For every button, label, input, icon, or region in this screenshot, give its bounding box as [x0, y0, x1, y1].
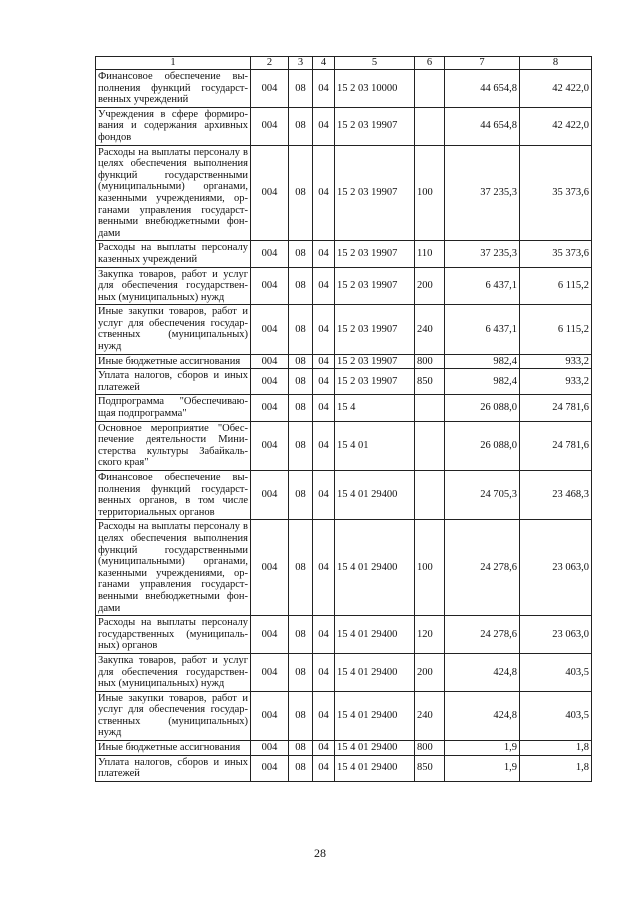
amount-year1-cell: 982,4 [445, 354, 520, 369]
row-name-cell: Расходы на выплаты персоналу государственных (муниципальных) органов [96, 616, 251, 654]
section-code-cell: 08 [289, 471, 313, 520]
amount-year2-cell: 42 422,0 [520, 107, 592, 145]
section-code-cell: 08 [289, 354, 313, 369]
target-article-cell: 15 2 03 19907 [335, 107, 415, 145]
expense-type-cell: 100 [415, 520, 445, 616]
subsection-code-cell: 04 [313, 70, 335, 108]
amount-year2-cell: 23 063,0 [520, 520, 592, 616]
grbs-code-cell: 004 [251, 741, 289, 756]
amount-year1-cell: 424,8 [445, 691, 520, 740]
amount-year2-cell: 403,5 [520, 653, 592, 691]
subsection-code-cell: 04 [313, 616, 335, 654]
grbs-code-cell: 004 [251, 616, 289, 654]
subsection-code-cell: 04 [313, 241, 335, 267]
table-row [96, 421, 592, 470]
target-article-cell: 15 4 01 29400 [335, 520, 415, 616]
amount-year1-cell: 424,8 [445, 653, 520, 691]
table-row [96, 70, 592, 108]
subsection-code-cell: 04 [313, 305, 335, 354]
grbs-code-cell: 004 [251, 755, 289, 781]
amount-year2-cell: 933,2 [520, 369, 592, 395]
grbs-code-cell: 004 [251, 520, 289, 616]
expense-type-cell [415, 107, 445, 145]
amount-year1-cell: 24 278,6 [445, 520, 520, 616]
row-name-cell: Расходы на выплаты персоналу казенных учреждений [96, 241, 251, 267]
row-name-cell: Иные закупки товаров, работ и услуг для обеспечения государственных (муниципальных) нужд [96, 305, 251, 354]
amount-year2-cell: 1,8 [520, 755, 592, 781]
budget-table [95, 56, 592, 782]
amount-year2-cell: 24 781,6 [520, 421, 592, 470]
grbs-code-cell: 004 [251, 395, 289, 421]
header-cell: 8 [520, 57, 592, 70]
target-article-cell: 15 4 01 [335, 421, 415, 470]
table-row [96, 241, 592, 267]
target-article-cell: 15 4 01 29400 [335, 691, 415, 740]
table-row [96, 471, 592, 520]
section-code-cell: 08 [289, 305, 313, 354]
grbs-code-cell: 004 [251, 70, 289, 108]
table-row [96, 369, 592, 395]
section-code-cell: 08 [289, 107, 313, 145]
subsection-code-cell: 04 [313, 267, 335, 305]
amount-year2-cell: 403,5 [520, 691, 592, 740]
row-name-cell: Закупка товаров, работ и услуг для обеспечения государственных (муниципальных) нужд [96, 267, 251, 305]
row-name-cell: Основное мероприятие "Обеспечение деятельности Министерства культуры Забайкальского края" [96, 421, 251, 470]
amount-year2-cell: 42 422,0 [520, 70, 592, 108]
amount-year2-cell: 23 468,3 [520, 471, 592, 520]
section-code-cell: 08 [289, 70, 313, 108]
target-article-cell: 15 4 01 29400 [335, 471, 415, 520]
section-code-cell: 08 [289, 241, 313, 267]
grbs-code-cell: 004 [251, 354, 289, 369]
amount-year2-cell: 35 373,6 [520, 145, 592, 241]
table-row [96, 616, 592, 654]
target-article-cell: 15 2 03 10000 [335, 70, 415, 108]
row-name-cell: Расходы на выплаты персоналу в целях обеспечения выполнения функций государственными (муниципальными) органами, казенными учреждениями, органами управления государственными внебюджетными фондами [96, 520, 251, 616]
row-name-cell: Подпрограмма "Обеспечивающая подпрограмма" [96, 395, 251, 421]
row-name-cell: Уплата налогов, сборов и иных платежей [96, 369, 251, 395]
row-name-cell: Иные закупки товаров, работ и услуг для обеспечения государственных (муниципальных) нужд [96, 691, 251, 740]
amount-year1-cell: 24 705,3 [445, 471, 520, 520]
target-article-cell: 15 4 [335, 395, 415, 421]
row-name-cell: Учреждения в сфере формирования и содержания архивных фондов [96, 107, 251, 145]
target-article-cell: 15 2 03 19907 [335, 241, 415, 267]
header-cell: 2 [251, 57, 289, 70]
subsection-code-cell: 04 [313, 741, 335, 756]
subsection-code-cell: 04 [313, 755, 335, 781]
expense-type-cell: 800 [415, 741, 445, 756]
expense-type-cell: 850 [415, 755, 445, 781]
grbs-code-cell: 004 [251, 267, 289, 305]
amount-year2-cell: 6 115,2 [520, 305, 592, 354]
amount-year1-cell: 26 088,0 [445, 421, 520, 470]
amount-year1-cell: 6 437,1 [445, 305, 520, 354]
row-name-cell: Закупка товаров, работ и услуг для обеспечения государственных (муниципальных) нужд [96, 653, 251, 691]
row-name-cell: Финансовое обеспечение выполнения функций государственных учреждений [96, 70, 251, 108]
table-row [96, 354, 592, 369]
subsection-code-cell: 04 [313, 471, 335, 520]
header-cell: 7 [445, 57, 520, 70]
section-code-cell: 08 [289, 520, 313, 616]
table-row [96, 305, 592, 354]
expense-type-cell: 110 [415, 241, 445, 267]
section-code-cell: 08 [289, 145, 313, 241]
target-article-cell: 15 2 03 19907 [335, 369, 415, 395]
target-article-cell: 15 2 03 19907 [335, 354, 415, 369]
expense-type-cell: 800 [415, 354, 445, 369]
target-article-cell: 15 2 03 19907 [335, 145, 415, 241]
row-name-cell: Расходы на выплаты персоналу в целях обеспечения выполнения функций государственными (муниципальными) органами, казенными учреждениями, органами управления государственными внебюджетными фондами [96, 145, 251, 241]
expense-type-cell: 200 [415, 267, 445, 305]
expense-type-cell [415, 471, 445, 520]
section-code-cell: 08 [289, 267, 313, 305]
amount-year1-cell: 37 235,3 [445, 241, 520, 267]
subsection-code-cell: 04 [313, 369, 335, 395]
section-code-cell: 08 [289, 616, 313, 654]
row-name-cell: Иные бюджетные ассигнования [96, 741, 251, 756]
amount-year2-cell: 35 373,6 [520, 241, 592, 267]
target-article-cell: 15 4 01 29400 [335, 653, 415, 691]
amount-year1-cell: 982,4 [445, 369, 520, 395]
expense-type-cell: 120 [415, 616, 445, 654]
section-code-cell: 08 [289, 691, 313, 740]
row-name-cell: Уплата налогов, сборов и иных платежей [96, 755, 251, 781]
subsection-code-cell: 04 [313, 145, 335, 241]
amount-year1-cell: 6 437,1 [445, 267, 520, 305]
amount-year1-cell: 44 654,8 [445, 70, 520, 108]
amount-year1-cell: 24 278,6 [445, 616, 520, 654]
target-article-cell: 15 4 01 29400 [335, 616, 415, 654]
section-code-cell: 08 [289, 741, 313, 756]
subsection-code-cell: 04 [313, 107, 335, 145]
amount-year1-cell: 37 235,3 [445, 145, 520, 241]
amount-year1-cell: 44 654,8 [445, 107, 520, 145]
header-cell: 6 [415, 57, 445, 70]
amount-year1-cell: 1,9 [445, 741, 520, 756]
table-row [96, 107, 592, 145]
expense-type-cell [415, 70, 445, 108]
amount-year2-cell: 1,8 [520, 741, 592, 756]
subsection-code-cell: 04 [313, 354, 335, 369]
table-row [96, 395, 592, 421]
section-code-cell: 08 [289, 369, 313, 395]
table-row [96, 691, 592, 740]
subsection-code-cell: 04 [313, 691, 335, 740]
row-name-cell: Финансовое обеспечение выполнения функций государственных органов, в том числе территориальных органов [96, 471, 251, 520]
expense-type-cell [415, 395, 445, 421]
expense-type-cell: 200 [415, 653, 445, 691]
header-cell: 4 [313, 57, 335, 70]
target-article-cell: 15 2 03 19907 [335, 305, 415, 354]
expense-type-cell: 240 [415, 691, 445, 740]
table-row [96, 755, 592, 781]
section-code-cell: 08 [289, 653, 313, 691]
section-code-cell: 08 [289, 421, 313, 470]
table-row [96, 741, 592, 756]
amount-year2-cell: 6 115,2 [520, 267, 592, 305]
grbs-code-cell: 004 [251, 145, 289, 241]
table-row [96, 145, 592, 241]
expense-type-cell: 240 [415, 305, 445, 354]
section-code-cell: 08 [289, 755, 313, 781]
amount-year1-cell: 1,9 [445, 755, 520, 781]
grbs-code-cell: 004 [251, 107, 289, 145]
expense-type-cell [415, 421, 445, 470]
row-name-cell: Иные бюджетные ассигнования [96, 354, 251, 369]
amount-year2-cell: 24 781,6 [520, 395, 592, 421]
target-article-cell: 15 4 01 29400 [335, 755, 415, 781]
target-article-cell: 15 2 03 19907 [335, 267, 415, 305]
amount-year1-cell: 26 088,0 [445, 395, 520, 421]
subsection-code-cell: 04 [313, 653, 335, 691]
header-cell: 3 [289, 57, 313, 70]
grbs-code-cell: 004 [251, 421, 289, 470]
amount-year2-cell: 933,2 [520, 354, 592, 369]
grbs-code-cell: 004 [251, 305, 289, 354]
subsection-code-cell: 04 [313, 395, 335, 421]
expense-type-cell: 850 [415, 369, 445, 395]
table-row [96, 520, 592, 616]
grbs-code-cell: 004 [251, 241, 289, 267]
table-body [96, 70, 592, 782]
table-row [96, 267, 592, 305]
page-number: 28 [314, 846, 326, 860]
target-article-cell: 15 4 01 29400 [335, 741, 415, 756]
grbs-code-cell: 004 [251, 471, 289, 520]
header-cell: 5 [335, 57, 415, 70]
grbs-code-cell: 004 [251, 369, 289, 395]
expense-type-cell: 100 [415, 145, 445, 241]
grbs-code-cell: 004 [251, 653, 289, 691]
header-cell: 1 [96, 57, 251, 70]
subsection-code-cell: 04 [313, 421, 335, 470]
grbs-code-cell: 004 [251, 691, 289, 740]
table-header-row [96, 57, 592, 70]
table-row [96, 653, 592, 691]
section-code-cell: 08 [289, 395, 313, 421]
amount-year2-cell: 23 063,0 [520, 616, 592, 654]
subsection-code-cell: 04 [313, 520, 335, 616]
